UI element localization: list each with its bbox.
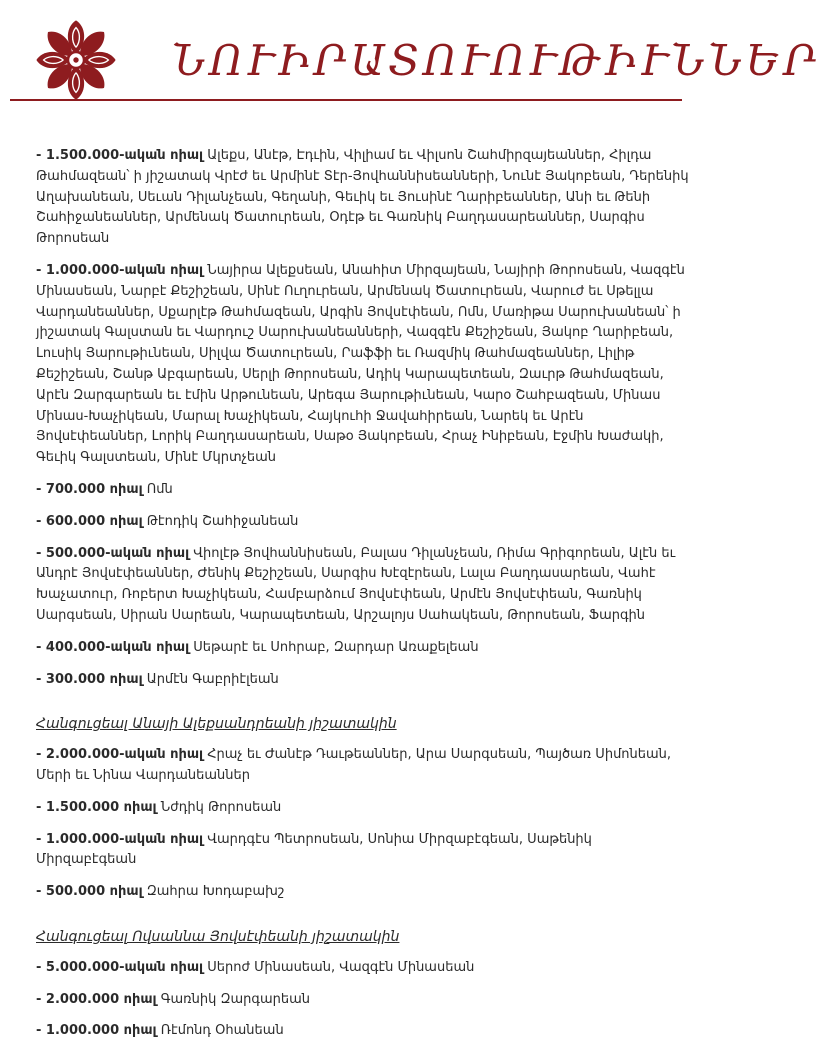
donation-entry [36,1021,696,1042]
donations-list [36,146,696,1053]
donor-names: Սերոժ Մինասեան, Վազգէն Մինասեան [207,959,475,975]
donor-names: Թէոդիկ Շահիջանեան [146,513,299,529]
page-title: ՆՈՒԻՐԱՏՈՒՈՒԹԻՒՆՆԵՐ [172,36,820,85]
donation-entry [36,512,696,533]
donor-names: Վարդգէս Պետրոսեան, Սոնիա Միրզաբէգեան, Սաթենիկ Միրզաբէգեան [36,831,592,868]
donation-amount: - 1.000.000-ական ոիալ [36,262,204,278]
section-heading: Հանգուցեալ Անայի Ալեքսանդրեանի յիշատակին [36,716,397,733]
donation-amount: - 700.000 ոիալ [36,481,143,497]
donor-names: Սեթարէ եւ Սոհրաբ, Զարդար Առաքելեան [193,639,479,655]
donor-names: Զահրա Խոդաբախշ [146,884,285,900]
donation-amount: - 300.000 ոիալ [36,671,143,687]
donation-entry [36,670,696,691]
donor-names: Արմէն Գաբրիէլեան [146,671,279,687]
page-header [0,0,820,110]
donation-entry [36,958,696,979]
donor-names: Ալեքս, Անէթ, Էդւին, Վիլիամ եւ Վիլսոն Շահմիրզայեաններ, Հիլդա Թահմազեան՝ ի յիշատակ Վրէժ եւ Արմինէ Տէր-Յովհաննիսեանների, Նունէ Յակոբեան, Դերենիկ Աղախանեան, Սեւան Դիլանչեան, Գեղանի, Գեւիկ եւ Յուսինէ Ղարիբեաններ, Անի եւ Թենի Շահիջանեաններ, Արմենակ Ծատուրեան, Օդէթ եւ Գառնիկ Բաղդասարեաններ, Սարգիս Թորոսեան [36,148,689,247]
donation-entry [36,544,696,627]
donation-amount: - 400.000-ական ոիալ [36,639,190,655]
header-divider [10,99,682,101]
donation-amount: - 1.500.000-ական ոիալ [36,148,204,163]
donation-amount: - 500.000-ական ոիալ [36,545,190,561]
donation-entry [36,261,696,469]
donation-amount: - 1.000.000 ոիալ [36,1023,157,1039]
donor-names: Նայիրա Ալեքսեան, Անահիտ Միրզայեան, Նայիրի Թորոսեան, Վազգէն Մինասեան, Նարբէ Քեշիշեան, Սինէ Ուղուրեան, Արմենակ Ծատուրեան, Վարուժ եւ Սթելլա Վարդանեաններ, Սքարլէթ Թահմազեան, Արգին Յովսէփեան, Ոմն, Մառիթա Սարուխանեան՝ ի յիշատակ Գալստան եւ Վարդուշ Սարուխանեանների, Վազգէն Քեշիշեան, Յակոբ Ղարիբեան, Լուսիկ Յարութիւնեան, Սիլվա Ծատուրեան, Րաֆֆի եւ Ռազմիկ Թահմազեաններ, Լիլիթ Քեշիշեան, Շանթ Աբգարեան, Սերլի Թորոսեան, Ադիկ Կարապետեան, Զաւրթ Թահմազեան, Արէն Զարգարեան եւ էմին Արթունեան, Արեգա Յարութիւնեան, Կարօ Շահբազեան, Մինաս Մինաս-Խաչիկեան, Մարալ Խաչիկեան, Հայկուհի Ջավահիրեան, Նարեկ եւ Արէն Յովսէփեաններ, Լորիկ Բաղդասարեան, Սաթօ Յակոբեան, Հրաչ Ինիբեան, Էջմին Խաժակի, Գեւիկ Գալստեան, Մինէ Մկրտչեան [36,262,685,466]
donation-amount: - 1.000.000-ական ոիալ [36,831,204,847]
donor-names: Վիոլէթ Յովհաննիսեան, Բալաս Դիլանչեան, Ռիմա Գրիգորեան, Ալէն եւ Անդրէ Յովսէփեաններ, Ժենիկ Քեշիշեան, Սարգիս Խէզէրեան, Լալա Բաղդասարեան, Վահէ Խաչատուր, Ռոբերտ Խաչիկեան, Համբարձում Յովսէփեան, Արմէն Յովսէփեան, Գառնիկ Սարգսեան, Սիրան Սարեան, Կարապետեան, Արշալոյս Սահակեան, Թորոսեան, Ֆարգին [36,545,676,623]
donor-names: Նժդիկ Թորոսեան [160,799,282,815]
donation-amount: - 600.000 ոիալ [36,513,143,529]
donation-amount: - 2.000.000 ոիալ [36,991,157,1007]
donation-entry [36,745,696,787]
donor-names: Հրաչ եւ Ժանէթ Դաւթեաններ, Արա Սարգսեան, Պայծառ Սիմոնեան, Մերի եւ Նինա Վարդանեաններ [36,747,672,783]
donation-entry [36,798,696,819]
donation-entry [36,638,696,659]
donation-entry [36,480,696,501]
donor-names: Գառնիկ Զարգարեան [160,991,310,1007]
donation-amount: - 1.500.000 ոիալ [36,799,157,815]
donation-entry [36,990,696,1011]
donation-amount: - 5.000.000-ական ոիալ [36,959,204,975]
donor-names: Ռէմոնդ Օհանեան [160,1023,284,1039]
donor-names: Ոմն [146,481,173,497]
section-heading: Հանգուցեալ Ովսաննա Յովսէփեանի յիշատակին [36,928,400,945]
donation-amount: - 500.000 ոիալ [36,884,143,900]
donation-amount: - 2.000.000-ական ոիալ [36,747,204,763]
ornament-logo [22,15,130,105]
donation-entry [36,882,696,903]
donation-entry [36,830,696,872]
donation-entry [36,146,696,250]
